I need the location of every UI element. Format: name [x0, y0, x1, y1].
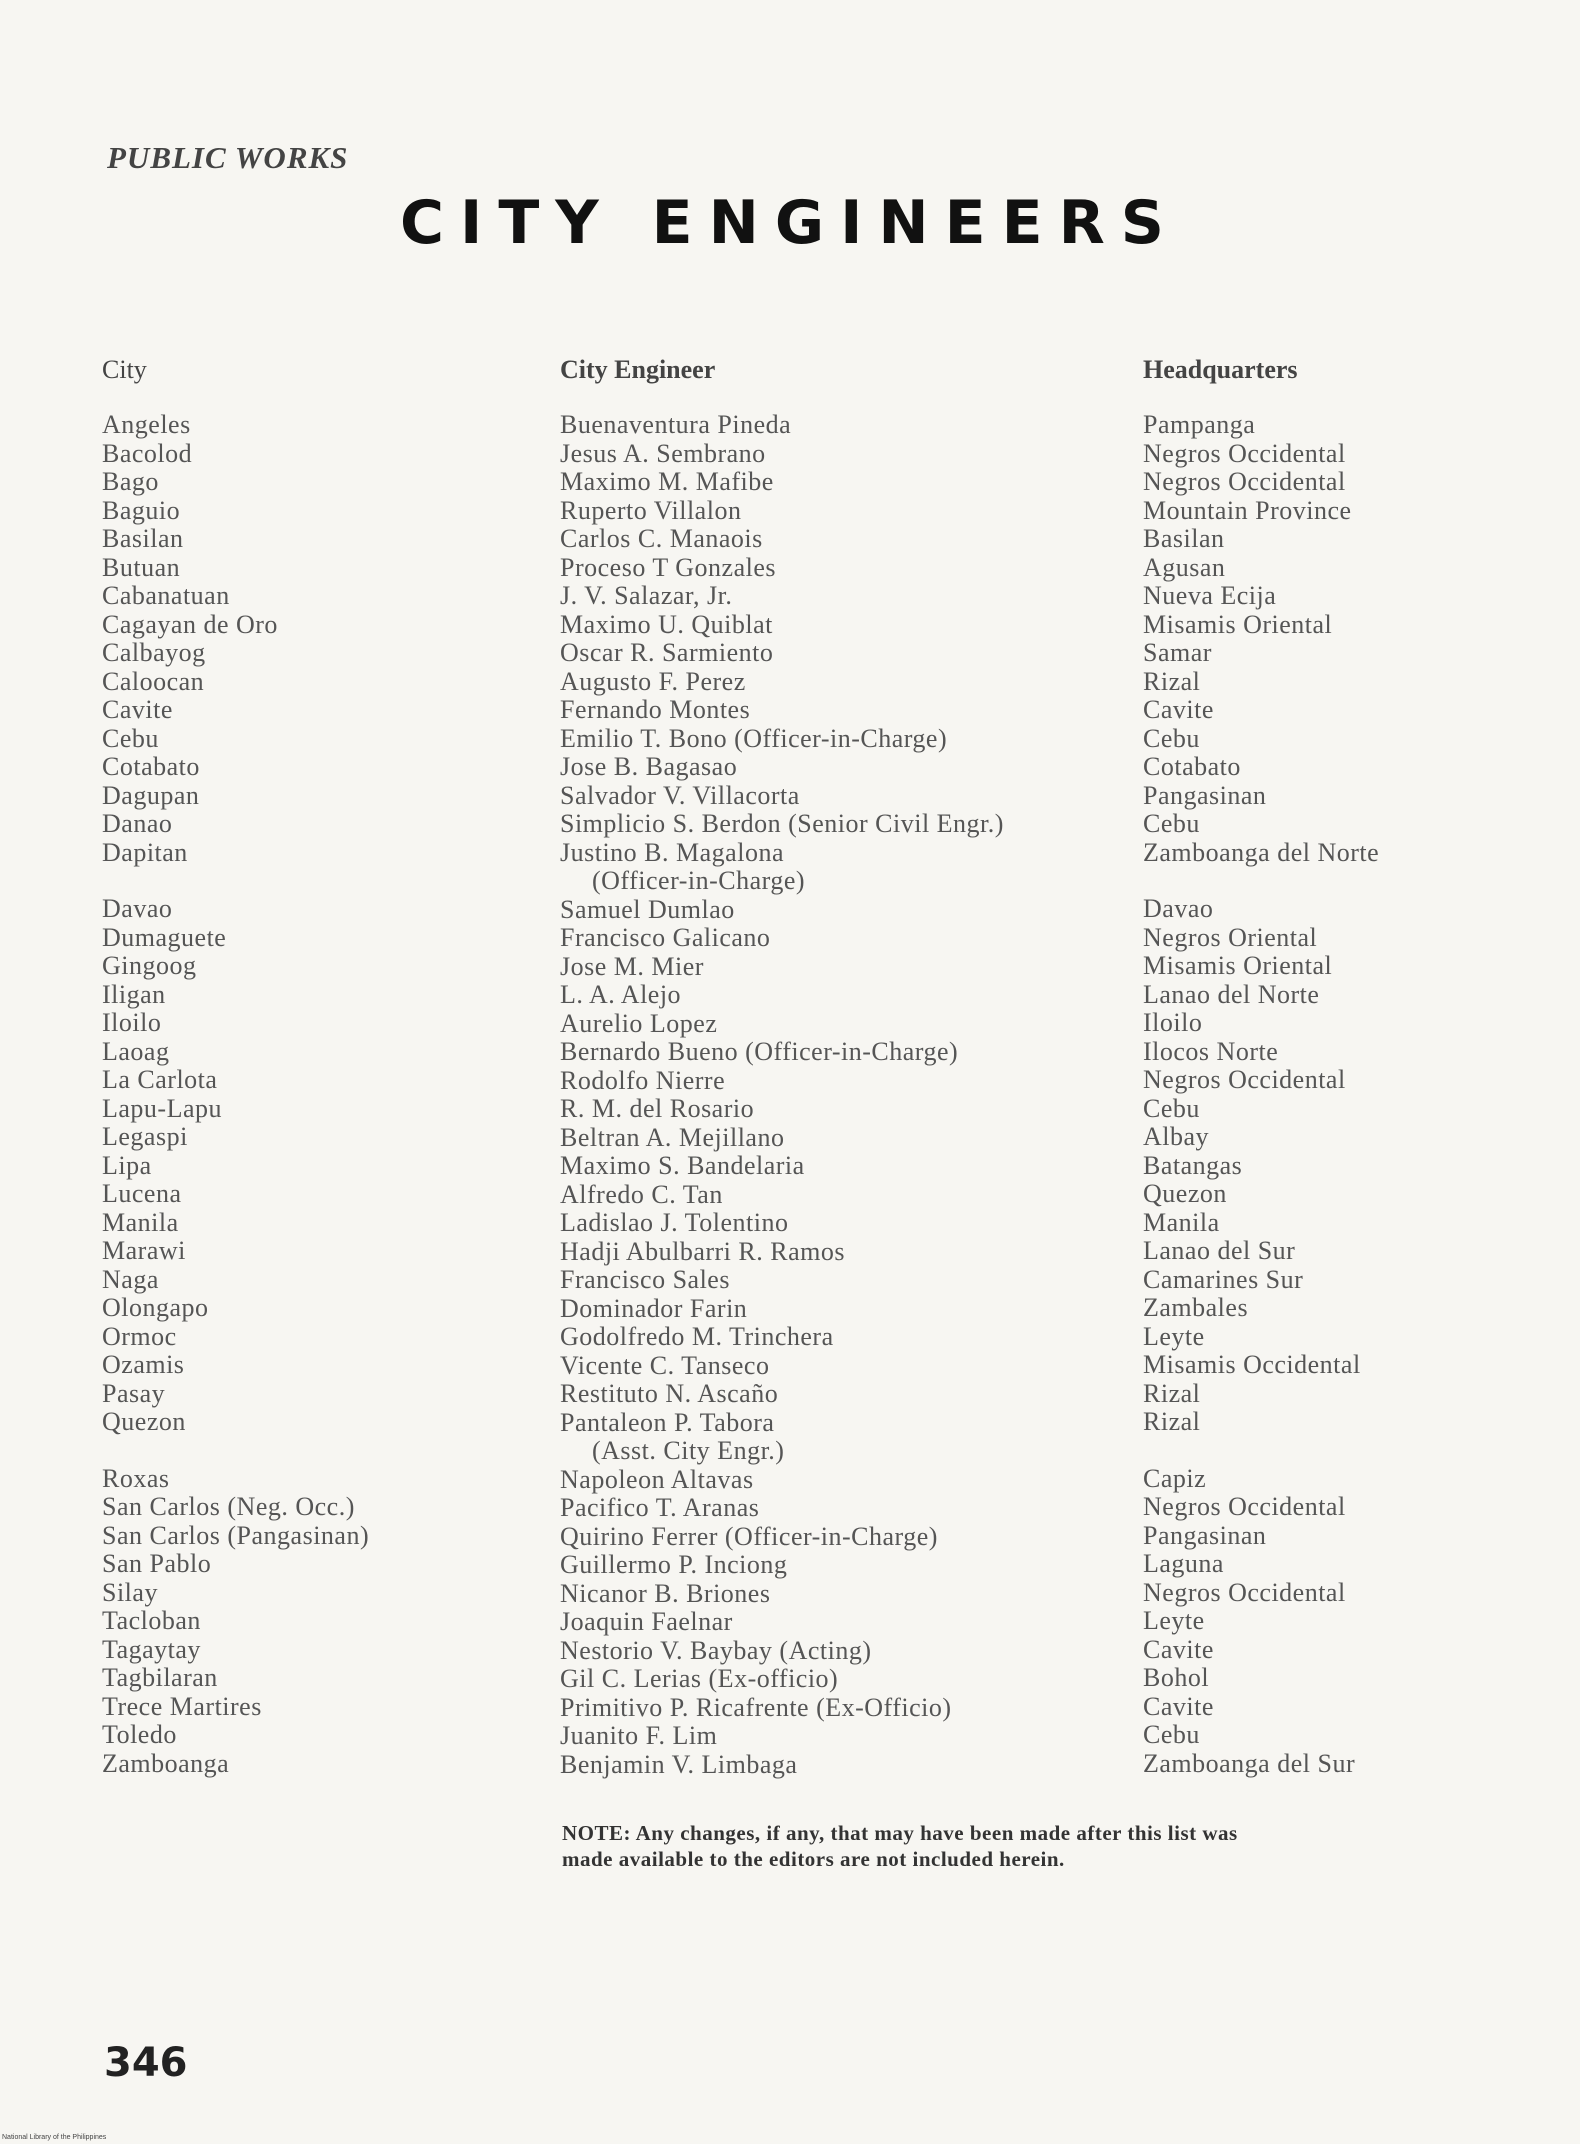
engineer-row: Juanito F. Lim — [560, 1721, 718, 1750]
city-row: San Pablo — [102, 1549, 212, 1578]
city-row: Bago — [102, 467, 159, 496]
engineer-row: Joaquin Faelnar — [560, 1607, 733, 1636]
engineer-row: Emilio T. Bono (Officer-in-Charge) — [560, 723, 948, 753]
headquarters-row: Negros Occidental — [1143, 1492, 1346, 1521]
headquarters-row: Bohol — [1143, 1663, 1210, 1692]
headquarters-row: Cebu — [1143, 809, 1200, 838]
city-row: Bacolod — [102, 438, 193, 468]
headquarters-row: Lanao del Sur — [1143, 1236, 1296, 1265]
headquarters-row: Rizal — [1143, 1407, 1201, 1436]
city-row: Tacloban — [102, 1606, 201, 1635]
engineer-row: Pacifico T. Aranas — [560, 1493, 760, 1522]
engineer-row: Benjamin V. Limbaga — [560, 1749, 798, 1779]
engineer-row: Aurelio Lopez — [560, 1008, 718, 1038]
city-row: Cavite — [102, 695, 173, 724]
engineer-row: Fernando Montes — [560, 695, 751, 724]
engineer-row: Rodolfo Nierre — [560, 1065, 726, 1095]
engineer-row: Vicente C. Tanseco — [560, 1350, 770, 1380]
engineer-row: J. V. Salazar, Jr. — [560, 581, 733, 610]
engineer-row: Quirino Ferrer (Officer-in-Charge) — [560, 1521, 938, 1551]
engineer-row: L. A. Alejo — [560, 980, 682, 1009]
engineer-row: Augusto F. Perez — [560, 666, 746, 696]
headquarters-row: Misamis Oriental — [1143, 951, 1333, 980]
city-row: Dumaguete — [102, 922, 227, 952]
headquarters-row: Negros Occidental — [1143, 1065, 1346, 1094]
city-row: Marawi — [102, 1236, 186, 1265]
library-footer: National Library of the Philippines — [2, 2134, 107, 2141]
engineer-row: Alfredo C. Tan — [560, 1179, 723, 1209]
city-row: Quezon — [102, 1407, 186, 1436]
city-column — [102, 355, 542, 1778]
headquarters-row: Albay — [1143, 1122, 1210, 1151]
city-row: Cotabato — [102, 752, 200, 781]
headquarters-row: Zamboanga del Sur — [1143, 1748, 1356, 1778]
headquarters-row: Rizal — [1143, 666, 1201, 696]
city-row: San Carlos (Neg. Occ.) — [102, 1492, 355, 1521]
city-row: Iloilo — [102, 1008, 162, 1037]
editor-note: NOTE: Any changes, if any, that may have been made after this list was made available to the editors are not included herein. — [562, 1821, 1238, 1871]
headquarters-row: Lanao del Norte — [1143, 979, 1320, 1009]
city-row: Ormoc — [102, 1321, 177, 1351]
city-row: Basilan — [102, 524, 184, 553]
engineer-row: Bernardo Bueno (Officer-in-Charge) — [560, 1037, 959, 1066]
headquarters-row: Samar — [1143, 638, 1212, 667]
engineer-row: Jesus A. Sembrano — [560, 438, 766, 468]
headquarters-row: Batangas — [1143, 1150, 1243, 1180]
engineer-row: Dominador Farin — [560, 1293, 748, 1323]
engineer-row: Samuel Dumlao — [560, 894, 735, 924]
engineer-row: Primitivo P. Ricafrente (Ex-Officio) — [560, 1692, 952, 1722]
engineer-row: Napoleon Altavas — [560, 1464, 754, 1494]
city-row: Danao — [102, 809, 173, 838]
page-number: 346 — [104, 2040, 188, 2086]
city-row: Baguio — [102, 495, 181, 525]
headquarters-row: Nueva Ecija — [1143, 581, 1277, 610]
headquarters-row: Cavite — [1143, 695, 1214, 724]
engineer-row: Francisco Galicano — [560, 923, 771, 952]
page-title: CITY ENGINEERS — [400, 188, 1180, 258]
engineer-row: Francisco Sales — [560, 1265, 730, 1294]
city-row: Dagupan — [102, 780, 200, 810]
engineer-row: Nestorio V. Baybay (Acting) — [560, 1635, 872, 1665]
headquarters-row: Zamboanga del Norte — [1143, 837, 1380, 867]
city-row: Cebu — [102, 723, 159, 753]
city-row: Lipa — [102, 1150, 152, 1180]
headquarters-row: Cavite — [1143, 1691, 1214, 1721]
headquarters-row: Misamis Oriental — [1143, 609, 1333, 639]
engineer-row: Carlos C. Manaois — [560, 524, 763, 553]
engineer-row: Maximo M. Mafibe — [560, 467, 774, 496]
city-row: Tagbilaran — [102, 1663, 218, 1692]
engineer-row: Maximo U. Quiblat — [560, 609, 773, 639]
city-row: Lucena — [102, 1179, 182, 1208]
headquarters-row: Leyte — [1143, 1606, 1205, 1635]
headquarters-row: Leyte — [1143, 1321, 1205, 1351]
engineer-row: Godolfredo M. Trinchera — [560, 1322, 834, 1351]
engineer-row: Nicanor B. Briones — [560, 1578, 771, 1608]
engineer-row: Pantaleon P. Tabora — [560, 1407, 775, 1437]
headquarters-row: Camarines Sur — [1143, 1264, 1304, 1294]
city-row: Naga — [102, 1264, 159, 1294]
section-label: PUBLIC WORKS — [107, 140, 349, 175]
engineer-row: Justino B. Magalona — [560, 837, 784, 867]
headquarters-row: Misamis Occidental — [1143, 1350, 1361, 1379]
city-row: Silay — [102, 1577, 158, 1607]
city-row: Manila — [102, 1207, 179, 1237]
city-row: Cabanatuan — [102, 581, 230, 610]
engineer-row: Proceso T Gonzales — [560, 552, 776, 582]
headquarters-row: Ilocos Norte — [1143, 1036, 1279, 1066]
headquarters-row: Davao — [1143, 894, 1214, 923]
headquarters-row: Negros Oriental — [1143, 922, 1318, 952]
headquarters-row: Mountain Province — [1143, 495, 1352, 525]
city-row: Gingoog — [102, 951, 197, 980]
city-row: Angeles — [102, 410, 191, 439]
headquarters-column-header: Headquarters — [1143, 355, 1298, 384]
city-row: La Carlota — [102, 1065, 218, 1094]
headquarters-row: Zambales — [1143, 1293, 1249, 1322]
engineer-column-header: City Engineer — [560, 355, 716, 384]
headquarters-row: Cebu — [1143, 723, 1200, 753]
headquarters-row: Agusan — [1143, 552, 1226, 582]
engineer-row: Jose B. Bagasao — [560, 752, 738, 781]
city-column-header: City — [102, 355, 147, 384]
engineer-row: Jose M. Mier — [560, 951, 704, 981]
engineer-row: Guillermo P. Inciong — [560, 1550, 788, 1579]
headquarters-row: Manila — [1143, 1207, 1220, 1237]
engineer-row: (Asst. City Engr.) — [592, 1436, 785, 1465]
city-row: Pasay — [102, 1378, 166, 1408]
engineer-row: Salvador V. Villacorta — [560, 780, 800, 810]
city-row: Cagayan de Oro — [102, 609, 278, 639]
engineer-row: Ruperto Villalon — [560, 495, 742, 525]
engineer-row: Restituto N. Ascaño — [560, 1379, 779, 1408]
city-row: Tagaytay — [102, 1634, 201, 1664]
engineer-row: Gil C. Lerias (Ex-officio) — [560, 1664, 839, 1693]
headquarters-row: Rizal — [1143, 1378, 1201, 1408]
city-row: Zamboanga — [102, 1748, 230, 1778]
city-row: Olongapo — [102, 1293, 209, 1322]
headquarters-row: Cebu — [1143, 1720, 1200, 1749]
headquarters-row: Cotabato — [1143, 752, 1241, 781]
headquarters-row: Cebu — [1143, 1093, 1200, 1123]
city-row: Butuan — [102, 552, 181, 582]
headquarters-row: Capiz — [1143, 1463, 1207, 1493]
engineer-row: Beltran A. Mejillano — [560, 1122, 785, 1152]
city-row: Lapu-Lapu — [102, 1093, 223, 1123]
headquarters-row: Quezon — [1143, 1179, 1227, 1208]
engineer-row: Oscar R. Sarmiento — [560, 638, 774, 667]
engineer-row: Buenaventura Pineda — [560, 410, 792, 439]
headquarters-row: Pangasinan — [1143, 780, 1267, 810]
headquarters-row: Negros Occidental — [1143, 467, 1346, 496]
engineer-row: Ladislao J. Tolentino — [560, 1208, 789, 1237]
city-row: Roxas — [102, 1463, 170, 1493]
headquarters-row: Negros Occidental — [1143, 438, 1346, 468]
engineer-row: Maximo S. Bandelaria — [560, 1151, 805, 1180]
city-row: Iligan — [102, 979, 166, 1009]
city-row: Davao — [102, 894, 173, 923]
engineer-row: Hadji Abulbarri R. Ramos — [560, 1236, 845, 1266]
city-row: Ozamis — [102, 1350, 185, 1379]
city-row: Caloocan — [102, 666, 205, 696]
city-row: Toledo — [102, 1720, 177, 1749]
engineer-row: Simplicio S. Berdon (Senior Civil Engr.) — [560, 809, 1004, 838]
headquarters-row: Pangasinan — [1143, 1520, 1267, 1550]
engineer-row: R. M. del Rosario — [560, 1094, 755, 1123]
headquarters-column — [1143, 355, 1573, 1778]
city-row: Dapitan — [102, 837, 188, 867]
city-row: Trece Martires — [102, 1691, 262, 1721]
engineer-column — [560, 355, 1120, 1779]
city-row: Laoag — [102, 1036, 170, 1066]
headquarters-row: Negros Occidental — [1143, 1577, 1346, 1607]
city-row: Calbayog — [102, 638, 206, 667]
engineer-row: (Officer-in-Charge) — [592, 866, 806, 895]
headquarters-row: Pampanga — [1143, 410, 1256, 439]
city-row: San Carlos (Pangasinan) — [102, 1520, 370, 1550]
headquarters-row: Laguna — [1143, 1549, 1224, 1578]
headquarters-row: Iloilo — [1143, 1008, 1203, 1037]
headquarters-row: Basilan — [1143, 524, 1225, 553]
headquarters-row: Cavite — [1143, 1634, 1214, 1664]
city-row: Legaspi — [102, 1122, 188, 1151]
